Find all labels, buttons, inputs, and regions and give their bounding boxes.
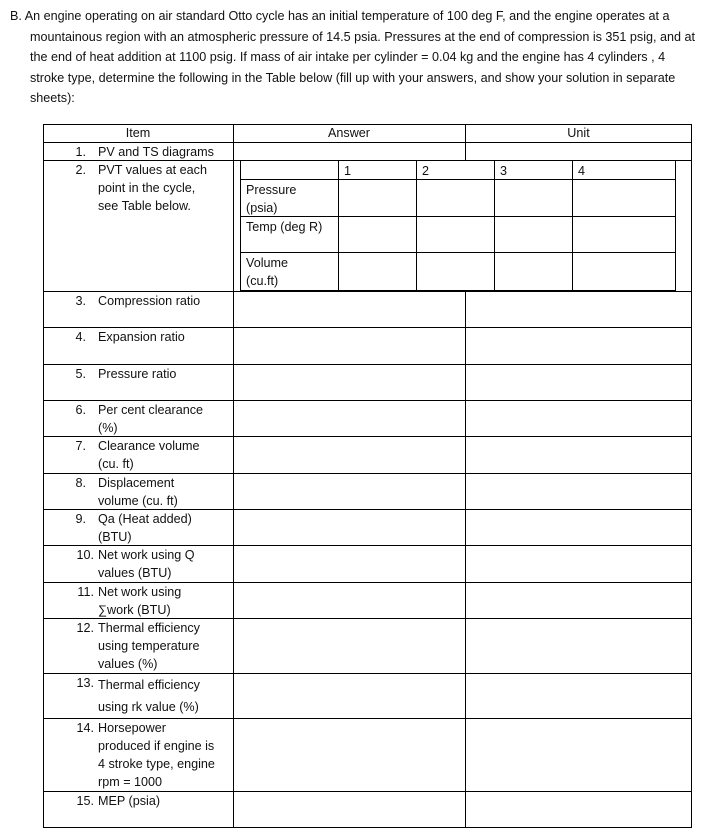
pvt-row-line: [240, 179, 676, 180]
pvt-point-4: 4: [578, 164, 586, 178]
header-item: Item: [125, 126, 151, 140]
item-4-text: Expansion ratio: [98, 330, 185, 344]
pvt-point-1: 1: [344, 164, 352, 178]
item-13-num: 13.: [76, 676, 94, 690]
item-2-num: 2.: [75, 163, 86, 177]
item-9-num: 9.: [75, 512, 86, 526]
item-11-num: 11.: [77, 585, 94, 599]
item-15-num: 15.: [76, 794, 94, 808]
item-11-text: Net work using ∑work (BTU): [98, 585, 182, 617]
item-3-text: Compression ratio: [98, 294, 201, 308]
col-divider-item: [233, 124, 234, 828]
pvt-row-volume: Volume (cu.ft): [246, 256, 289, 288]
item-10-text: Net work using Q values (BTU): [98, 548, 195, 580]
item-12-num: 12.: [76, 621, 94, 635]
item-1-num: 1.: [75, 145, 86, 159]
col-divider-unit: [465, 291, 466, 828]
item-13-text: Thermal efficiency using rk value (%): [98, 678, 200, 714]
item-12-text: Thermal efficiency using temperature values (%): [98, 621, 200, 671]
pvt-point-2: 2: [422, 164, 430, 178]
problem-statement: [10, 6, 700, 109]
item-5-text: Pressure ratio: [98, 367, 177, 381]
item-7-num: 7.: [75, 439, 86, 453]
item-4-num: 4.: [75, 330, 86, 344]
item-14-text: Horsepower produced if engine is 4 stroke type, engine rpm = 1000: [98, 721, 215, 789]
header-unit: Unit: [567, 126, 590, 140]
header-answer: Answer: [328, 126, 370, 140]
item-8-num: 8.: [75, 476, 86, 490]
problem-label: B.: [10, 9, 22, 23]
problem-text: An engine operating on air standard Otto cycle has an initial temperature of 100 deg F, and the engine operates at a mountainous region with an atmospheric pressure of 14.5 psia. Pressures at the end of compression is 351 psig, and at the end of heat addition at 1100 psig. If mass of air intake per cylinder = 0.04 kg and the engine has 4 cylinders , 4 stroke type, determine the following in the Table below (fill up with your answers, and show your solution in separate sheets):: [24, 9, 696, 105]
item-6-text: Per cent clearance (%): [98, 403, 204, 435]
item-9-text: Qa (Heat added) (BTU): [98, 512, 192, 544]
item-6-num: 6.: [75, 403, 86, 417]
item-2-text: PVT values at each point in the cycle, see Table below.: [98, 163, 207, 213]
item-7-text: Clearance volume (cu. ft): [98, 439, 200, 471]
item-3-num: 3.: [75, 294, 86, 308]
item-8-text: Displacement volume (cu. ft): [98, 476, 178, 508]
item-1-text: PV and TS diagrams: [98, 145, 214, 159]
item-14-num: 14.: [76, 721, 94, 735]
pvt-point-3: 3: [500, 164, 508, 178]
pvt-row-pressure: Pressure (psia): [246, 183, 297, 215]
pvt-row-temp: Temp (deg R): [246, 220, 323, 234]
pvt-row-line: [240, 252, 676, 253]
item-10-num: 10.: [76, 548, 94, 562]
item-5-num: 5.: [75, 367, 86, 381]
item-15-text: MEP (psia): [98, 794, 161, 808]
